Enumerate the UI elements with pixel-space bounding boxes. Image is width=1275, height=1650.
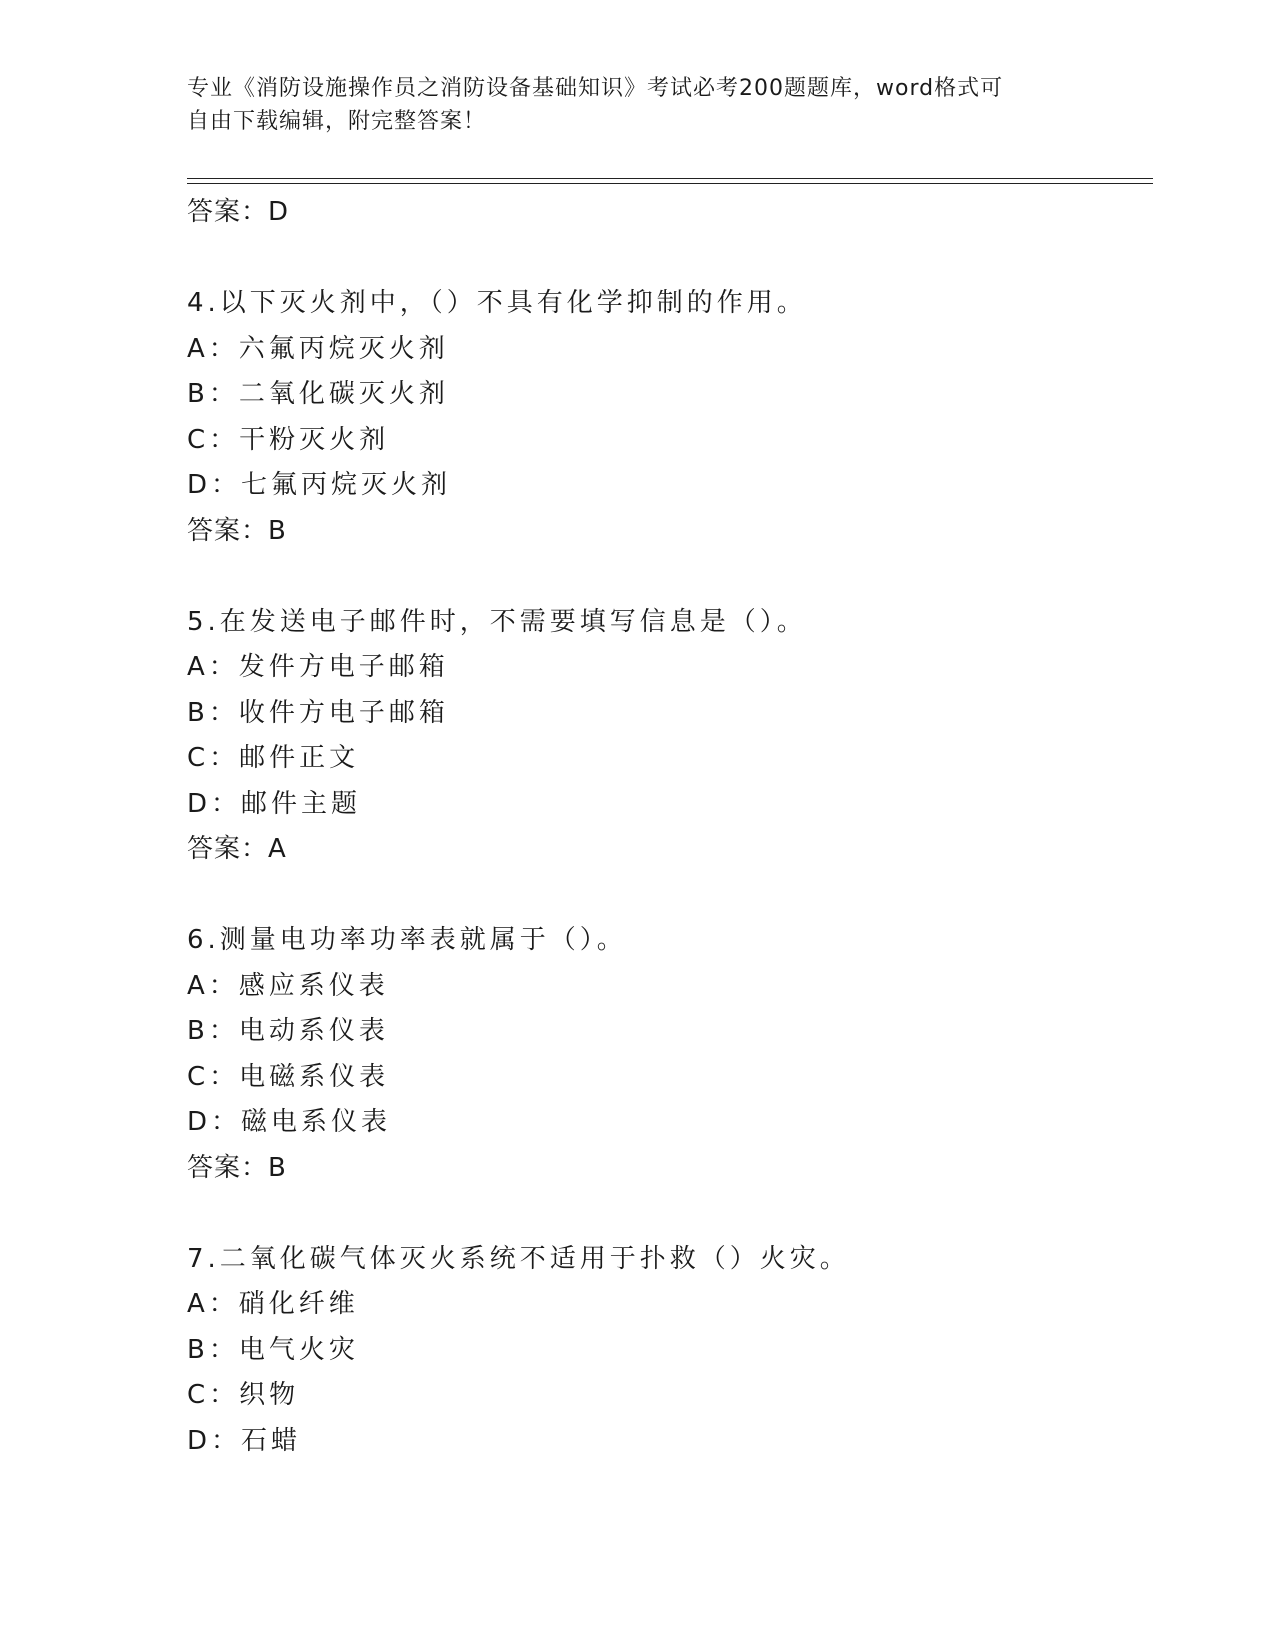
option-c: C：邮件正文 <box>187 743 360 773</box>
option-a: A：发件方电子邮箱 <box>187 652 449 682</box>
answer-text: 答案：B <box>187 515 287 546</box>
option-c: C：织物 <box>187 1380 300 1410</box>
option-c: C：电磁系仪表 <box>187 1061 390 1092</box>
option-b: B：电动系仪表 <box>187 1016 389 1046</box>
option-d: D：七氟丙烷灭火剂 <box>187 470 452 500</box>
spacer <box>187 873 1147 919</box>
answer-text: 答案：B <box>187 1152 287 1183</box>
spacer <box>187 236 1147 282</box>
question-block <box>187 600 1147 873</box>
option-d: D：石蜡 <box>187 1425 302 1456</box>
header-divider-bottom <box>187 183 1153 184</box>
question-text: 7.二氧化碳气体灭火系统不适用于扑救（）火灾。 <box>187 1243 850 1274</box>
option-d: D：邮件主题 <box>187 788 362 819</box>
previous-answer: 答案：D <box>187 197 290 227</box>
question-text: 6.测量电功率功率表就属于（）。 <box>187 925 627 955</box>
option-a: A：感应系仪表 <box>187 970 389 1001</box>
option-b: B：二氧化碳灭火剂 <box>187 379 449 409</box>
spacer <box>187 1191 1147 1237</box>
header-line-2: 自由下载编辑，附完整答案！ <box>187 109 487 134</box>
option-b: B：电气火灾 <box>187 1334 359 1365</box>
option-a: A：硝化纤维 <box>187 1289 359 1319</box>
question-block <box>187 1237 1147 1465</box>
question-block <box>187 281 1147 554</box>
header-line-1: 专业《消防设施操作员之消防设备基础知识》考试必考200题题库，word格式可 <box>187 76 1004 101</box>
option-a: A：六氟丙烷灭火剂 <box>187 333 449 364</box>
document-header <box>187 72 1067 138</box>
option-b: B：收件方电子邮箱 <box>187 697 449 728</box>
question-block <box>187 918 1147 1191</box>
header-divider-top <box>187 178 1153 179</box>
question-text: 5.在发送电子邮件时，不需要填写信息是（）。 <box>187 606 807 637</box>
option-c: C：干粉灭火剂 <box>187 424 390 455</box>
answer-text: 答案：A <box>187 834 287 864</box>
option-d: D：磁电系仪表 <box>187 1107 392 1137</box>
question-list <box>187 190 1147 1464</box>
question-text: 4.以下灭火剂中，（）不具有化学抑制的作用。 <box>187 288 807 318</box>
spacer <box>187 554 1147 600</box>
